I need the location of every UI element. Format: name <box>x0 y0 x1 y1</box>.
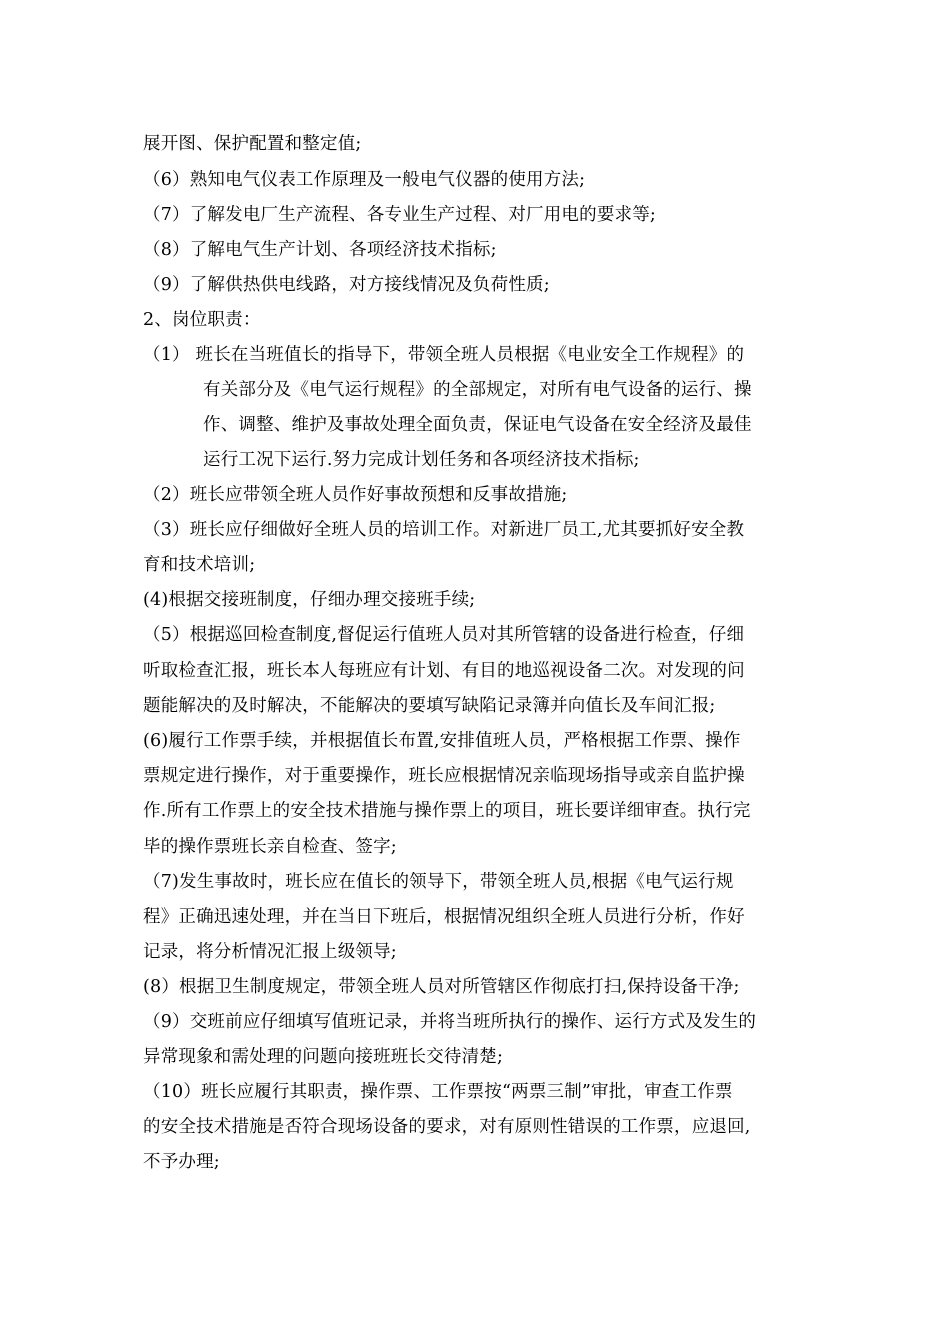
text-line: 作.所有工作票上的安全技术措施与操作票上的项目，班长要详细审查。执行完 <box>143 801 751 821</box>
text-line: （6）熟知电气仪表工作原理及一般电气仪器的使用方法; <box>143 170 586 190</box>
text-line: （9）了解供热供电线路，对方接线情况及负荷性质; <box>143 275 550 295</box>
text-line: （2）班长应带领全班人员作好事故预想和反事故措施; <box>143 485 568 505</box>
text-line: 程》正确迅速处理，并在当日下班后，根据情况组织全班人员进行分析，作好 <box>143 907 745 927</box>
text-line: (4)根据交接班制度，仔细办理交接班手续; <box>143 590 476 610</box>
text-line: 题能解决的及时解决，不能解决的要填写缺陷记录簿并向值长及车间汇报; <box>143 696 716 716</box>
text-line: （3）班长应仔细做好全班人员的培训工作。对新进厂员工,尤其要抓好安全教 <box>143 520 745 540</box>
text-line: 异常现象和需处理的问题向接班班长交待清楚; <box>143 1047 504 1067</box>
text-line: 运行工况下运行.努力完成计划任务和各项经济技术指标; <box>203 450 640 470</box>
text-line: 记录，将分析情况汇报上级领导; <box>143 942 397 962</box>
text-line: （9）交班前应仔细填写值班记录，并将当班所执行的操作、运行方式及发生的 <box>143 1012 757 1032</box>
text-line: （1） 班长在当班值长的指导下，带领全班人员根据《电业安全工作规程》的 <box>143 345 745 365</box>
text-line: 听取检查汇报，班长本人每班应有计划、有目的地巡视设备二次。对发现的问 <box>143 661 745 681</box>
text-line: 票规定进行操作，对于重要操作，班长应根据情况亲临现场指导或亲自监护操 <box>143 766 745 786</box>
text-line: 作、调整、维护及事故处理全面负责，保证电气设备在安全经济及最佳 <box>203 415 752 435</box>
text-line: （8）了解电气生产计划、各项经济技术指标; <box>143 240 497 260</box>
section-heading: 2、岗位职责： <box>143 310 261 330</box>
text-line: (8）根据卫生制度规定，带领全班人员对所管辖区作彻底打扫,保持设备干净; <box>143 977 740 997</box>
text-line: 毕的操作票班长亲自检查、签字; <box>143 837 397 857</box>
text-line: （7)发生事故时，班长应在值长的领导下，带领全班人员,根据《电气运行规 <box>143 872 734 892</box>
text-line: 有关部分及《电气运行规程》的全部规定，对所有电气设备的运行、操 <box>203 380 752 400</box>
text-line: 展开图、保护配置和整定值; <box>143 134 362 154</box>
text-line: 不予办理; <box>143 1152 220 1172</box>
text-line: 育和技术培训; <box>143 555 256 575</box>
text-line: （7）了解发电厂生产流程、各专业生产过程、对厂用电的要求等; <box>143 205 657 225</box>
text-line: （5）根据巡回检查制度,督促运行值班人员对其所管辖的设备进行检查，仔细 <box>143 625 745 645</box>
text-line: 的安全技术措施是否符合现场设备的要求，对有原则性错误的工作票，应退回, <box>143 1117 751 1137</box>
text-line: （10）班长应履行其职责，操作票、工作票按“两票三制”审批，审查工作票 <box>143 1082 733 1102</box>
text-line: (6)履行工作票手续，并根据值长布置,安排值班人员，严格根据工作票、操作 <box>143 731 741 751</box>
